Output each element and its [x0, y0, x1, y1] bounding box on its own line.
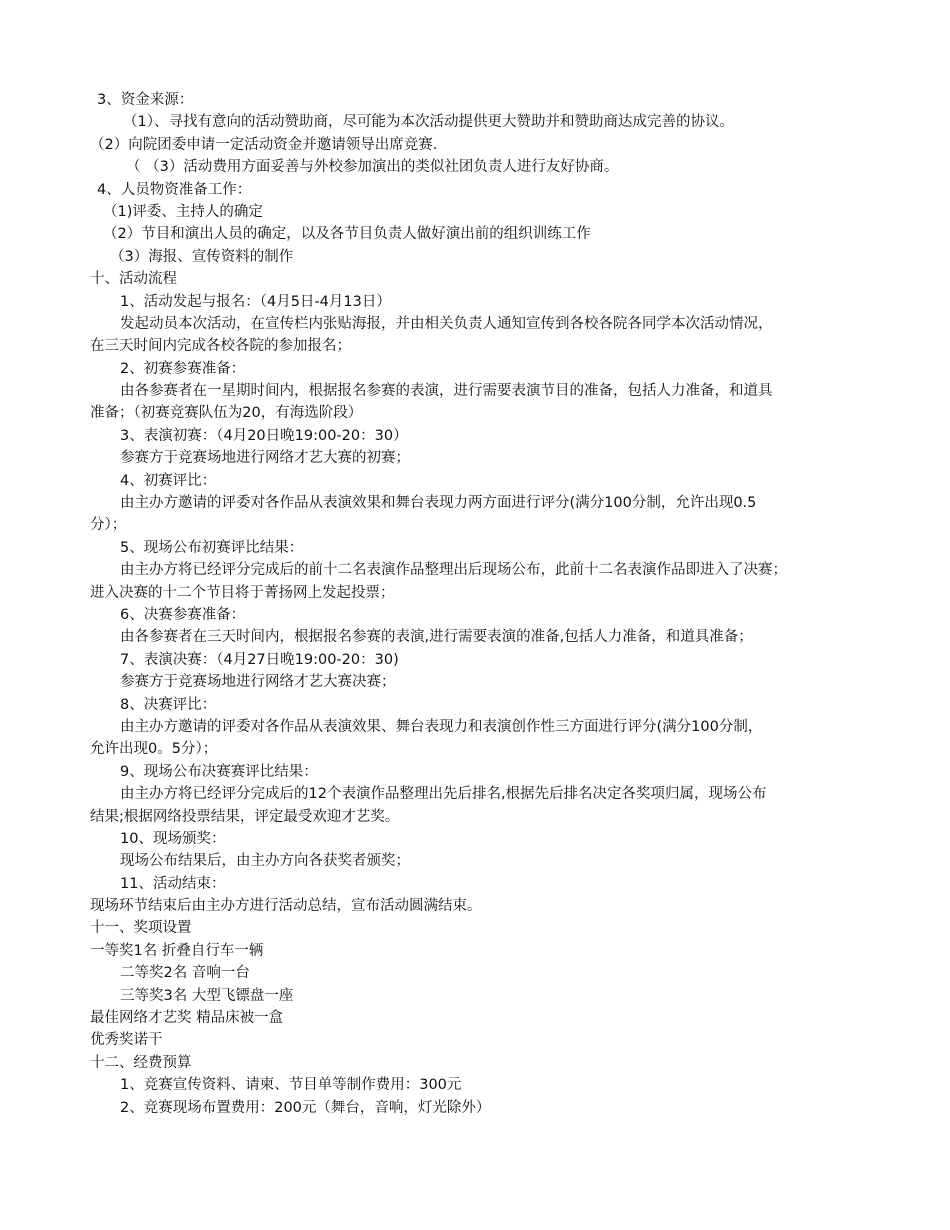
text-line: 由各参赛者在一星期时间内，根据报名参赛的表演，进行需要表演节目的准备，包括人力准备，和道具: [120, 383, 773, 400]
text-line: 进入决赛的十二个节目将于菁扬网上发起投票；: [90, 584, 395, 601]
award-item: 优秀奖诺干: [90, 1032, 163, 1049]
text-line: 由主办方邀请的评委对各作品从表演效果和舞台表现力两方面进行评分(满分100分制，允许出现0.5: [120, 495, 757, 512]
text-line: 由主办方将已经评分完成后的前十二名表演作品整理出后现场公布，此前十二名表演作品即进入了决赛；: [120, 562, 787, 579]
text-line: （3）海报、宣传资料的制作: [110, 248, 294, 265]
step-heading: 8、决赛评比：: [120, 696, 217, 713]
step-heading: 10、现场颁奖：: [120, 830, 226, 847]
budget-item: 2、竞赛现场布置费用：200元（舞台，音响，灯光除外）: [120, 1099, 491, 1116]
document-page: [0, 89, 950, 1119]
text-line: 准备；（初赛竞赛队伍为20，有海选阶段）: [90, 405, 363, 422]
step-heading: 6、决赛参赛准备：: [120, 606, 246, 623]
text-line: （ （3）活动费用方面妥善与外校参加演出的类似社团负责人进行友好协商。: [126, 159, 619, 176]
step-heading: 11、活动结束：: [120, 875, 226, 892]
award-item: 二等奖2名 音响一台: [120, 965, 250, 982]
text-line: 由主办方将已经评分完成后的12个表演作品整理出先后排名,根据先后排名决定各奖项归属，现场公布: [120, 786, 767, 803]
staff-materials-heading: 4、人员物资准备工作：: [97, 181, 252, 198]
text-line: 结果;根据网络投票结果，评定最受欢迎才艺奖。: [90, 808, 400, 825]
text-line: 由主办方邀请的评委对各作品从表演效果、舞台表现力和表演创作性三方面进行评分(满分100分制，: [120, 718, 763, 735]
text-line: 现场环节结束后由主办方进行活动总结，宣布活动圆满结束。: [90, 898, 482, 915]
text-line: 参赛方于竞赛场地进行网络才艺大赛的初赛；: [120, 450, 410, 467]
text-line: 发起动员本次活动，在宣传栏内张贴海报，并由相关负责人通知宣传到各校各院各同学本次活动情况，: [120, 315, 773, 332]
text-line: （1)评委、主持人的确定: [103, 203, 263, 220]
funding-source-heading: 3、资金来源：: [97, 92, 194, 108]
text-line: 由各参赛者在三天时间内，根据报名参赛的表演,进行需要表演的准备,包括人力准备，和道具准备；: [120, 629, 753, 646]
text-line: 参赛方于竞赛场地进行网络才艺大赛决赛；: [120, 674, 396, 691]
award-item: 最佳网络才艺奖 精品床被一盒: [90, 1010, 284, 1027]
text-line: （1）、寻找有意向的活动赞助商，尽可能为本次活动提供更大赞助并和赞助商达成完善的协议。: [123, 114, 734, 131]
text-line: 允许出现0。5分）；: [90, 741, 218, 758]
step-heading: 4、初赛评比：: [120, 472, 217, 489]
step-heading: 9、现场公布决赛赛评比结果：: [120, 763, 318, 780]
award-item: 三等奖3名 大型飞镖盘一座: [120, 987, 294, 1004]
step-heading: 1、活动发起与报名：（4月5日-4月13日）: [120, 293, 391, 310]
text-line: 分）；: [90, 517, 127, 534]
award-item: 一等奖1名 折叠自行车一辆: [90, 942, 264, 959]
text-line: 在三天时间内完成各校各院的参加报名；: [90, 338, 351, 355]
section-heading-activity-flow: 十、活动流程: [90, 271, 177, 288]
step-heading: 5、现场公布初赛评比结果：: [120, 539, 304, 556]
step-heading: 2、初赛参赛准备：: [120, 360, 246, 377]
section-heading-budget: 十二、经费预算: [90, 1054, 192, 1071]
text-line: （2）节目和演出人员的确定，以及各节目负责人做好演出前的组织训练工作: [103, 226, 591, 243]
section-heading-awards: 十一、奖项设置: [90, 920, 192, 937]
step-heading: 7、表演决赛：（4月27日晚19:00-20：30): [120, 651, 399, 668]
step-heading: 3、表演初赛：（4月20日晚19:00-20：30）: [120, 427, 408, 444]
text-line: 现场公布结果后，由主办方向各获奖者颁奖；: [120, 853, 410, 870]
budget-item: 1、竞赛宣传资料、请柬、节目单等制作费用：300元: [120, 1077, 462, 1094]
text-line: （2）向院团委申请一定活动资金并邀请领导出席竞赛.: [90, 136, 438, 153]
